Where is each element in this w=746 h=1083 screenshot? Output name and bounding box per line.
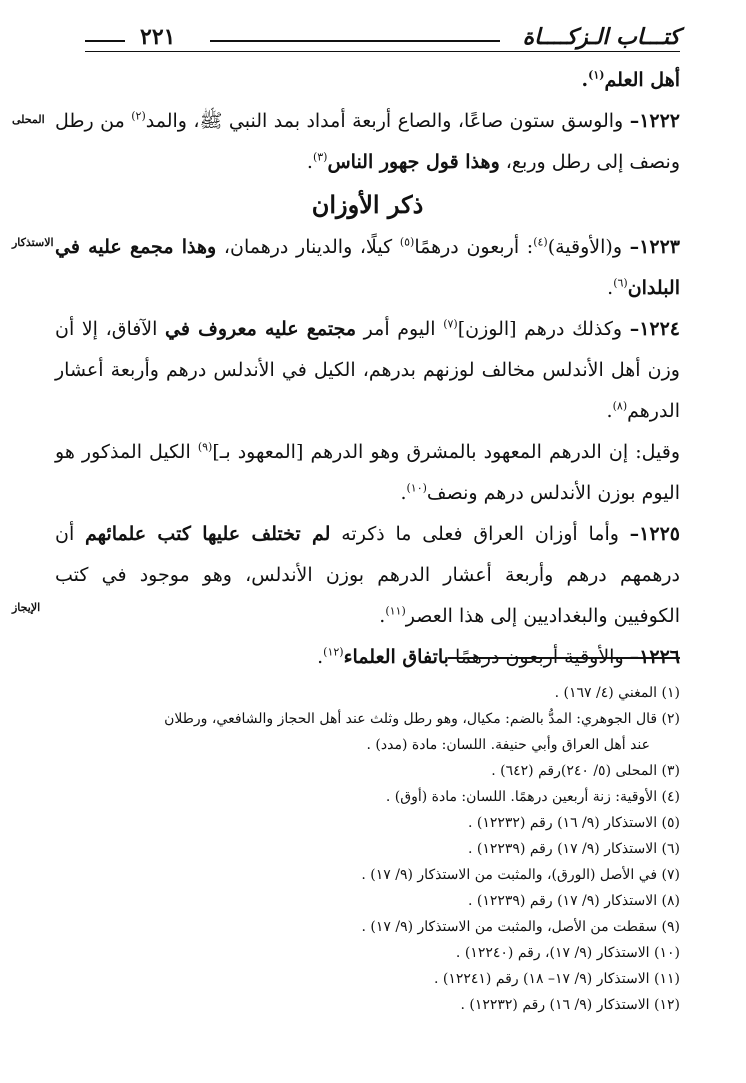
margin-note-istidhkar: الاستذكار [12, 236, 54, 249]
paragraph-1226: ١٢٢٦– والأوقية أربعون درهمًا باتفاق العلماء$^{(١٢)}$. [317, 645, 680, 668]
paragraph-1225: ١٢٢٥– وأما أوزان العراق فعلى ما ذكرته لم تختلف عليها كتب علمائهم أن درهمهم درهم وأربعة أعشار الدرهم بوزن الأندلس، وهو موجود في كتب الكوفيين والبغداديين إلى هذا العصر$^{(١١)}$. [55, 523, 680, 627]
footnote: (٥) الاستذكار (٩/ ١٦) رقم (١٢٢٣٢) . [467, 815, 680, 831]
footnote: (٣) المحلى (٥/ ٢٤٠)رقم (٦٤٢) . [491, 763, 680, 779]
footnote: (٧) في الأصل (الورق)، والمثبت من الاستذكار (٩/ ١٧) . [361, 867, 680, 883]
footnote: (٨) الاستذكار (٩/ ١٧) رقم (١٢٢٣٩) . [467, 893, 680, 909]
item-number: ١٢٢٣– [629, 236, 680, 258]
book-title: كتـــاب الـزكــــاة [522, 24, 680, 50]
paragraph-1224: ١٢٢٤– وكذلك درهم [الوزن]$^{(٧)}$ اليوم أمر مجتمع عليه معروف في الآفاق، إلا أن وزن أهل الأندلس مخالف لوزنهم بدرهم، الكيل في الأندلس درهم وأربعة أعشار الدرهم$^{(٨)}$. [55, 317, 681, 422]
header-rule [210, 40, 500, 42]
footnote: (٦) الاستذكار (٩/ ١٧) رقم (١٢٢٣٩) . [467, 841, 680, 857]
main-text [55, 60, 680, 678]
paragraph-continuation: أهل العلم$^{(١)}$. [581, 68, 680, 91]
section-title: ذكر الأوزان [311, 190, 424, 219]
paragraph-1222: ١٢٢٢– والوسق ستون صاعًا، والصاع أربعة أمداد بمد النبي ﷺ، والمد$^{(٢)}$ من رطل ونصف إلى رطل وربع، وهذا قول جهور الناس$^{(٣)}$. [55, 109, 681, 173]
footnotes [55, 680, 680, 1018]
footnote: (٩) سقطت من الأصل، والمثبت من الاستذكار (٩/ ١٧) . [361, 919, 680, 935]
item-number: ١٢٢٤– [629, 318, 681, 340]
paragraph-qila: وقيل: إن الدرهم المعهود بالمشرق وهو الدرهم [المعهود بـ]$^{(٩)}$ الكيل المذكور هو اليوم بوزن الأندلس درهم ونصف$^{(١٠)}$. [55, 440, 680, 504]
item-number: ١٢٢٢– [629, 110, 681, 132]
footnote-continuation: عند أهل العراق وأبي حنيفة. اللسان: مادة (مدد) . [366, 737, 650, 753]
item-number: ١٢٢٥– [629, 523, 680, 545]
footnote-separator [448, 657, 680, 659]
footnote: (١٢) الاستذكار (٩/ ١٦) رقم (١٢٢٣٢) . [460, 997, 680, 1013]
margin-note-muhalla: المحلى [12, 113, 45, 126]
footnote: (١) المغني (٤/ ١٦٧) . [554, 685, 680, 701]
footnote: (٤) الأوقية: زنة أربعين درهمًا. اللسان: مادة (أوق) . [385, 789, 680, 805]
footnote: (٢) قال الجوهري: المدُّ بالضم: مكيال، وهو رطل وثلث عند أهل الحجاز والشافعي، ورطلان [164, 711, 680, 727]
header-rule-short [85, 40, 125, 42]
header-underline [85, 51, 680, 52]
paragraph-1223: ١٢٢٣– و(الأوقية)$^{(٤)}$: أربعون درهمًا$^{(٥)}$ كيلًا، والدينار درهمان، وهذا مجمع عليه في البلدان$^{(٦)}$. [55, 235, 680, 299]
page-number: ٢٢١ [140, 24, 176, 50]
item-number: ١٢٢٦– [629, 646, 680, 668]
margin-note-ijaz: الإيجاز [12, 601, 41, 614]
footnote: (١٠) الاستذكار (٩/ ١٧)، رقم (١٢٢٤٠) . [455, 945, 680, 961]
running-header [85, 18, 680, 56]
footnote: (١١) الاستذكار (٩/ ١٧– ١٨) رقم (١٢٢٤١) . [433, 971, 680, 987]
